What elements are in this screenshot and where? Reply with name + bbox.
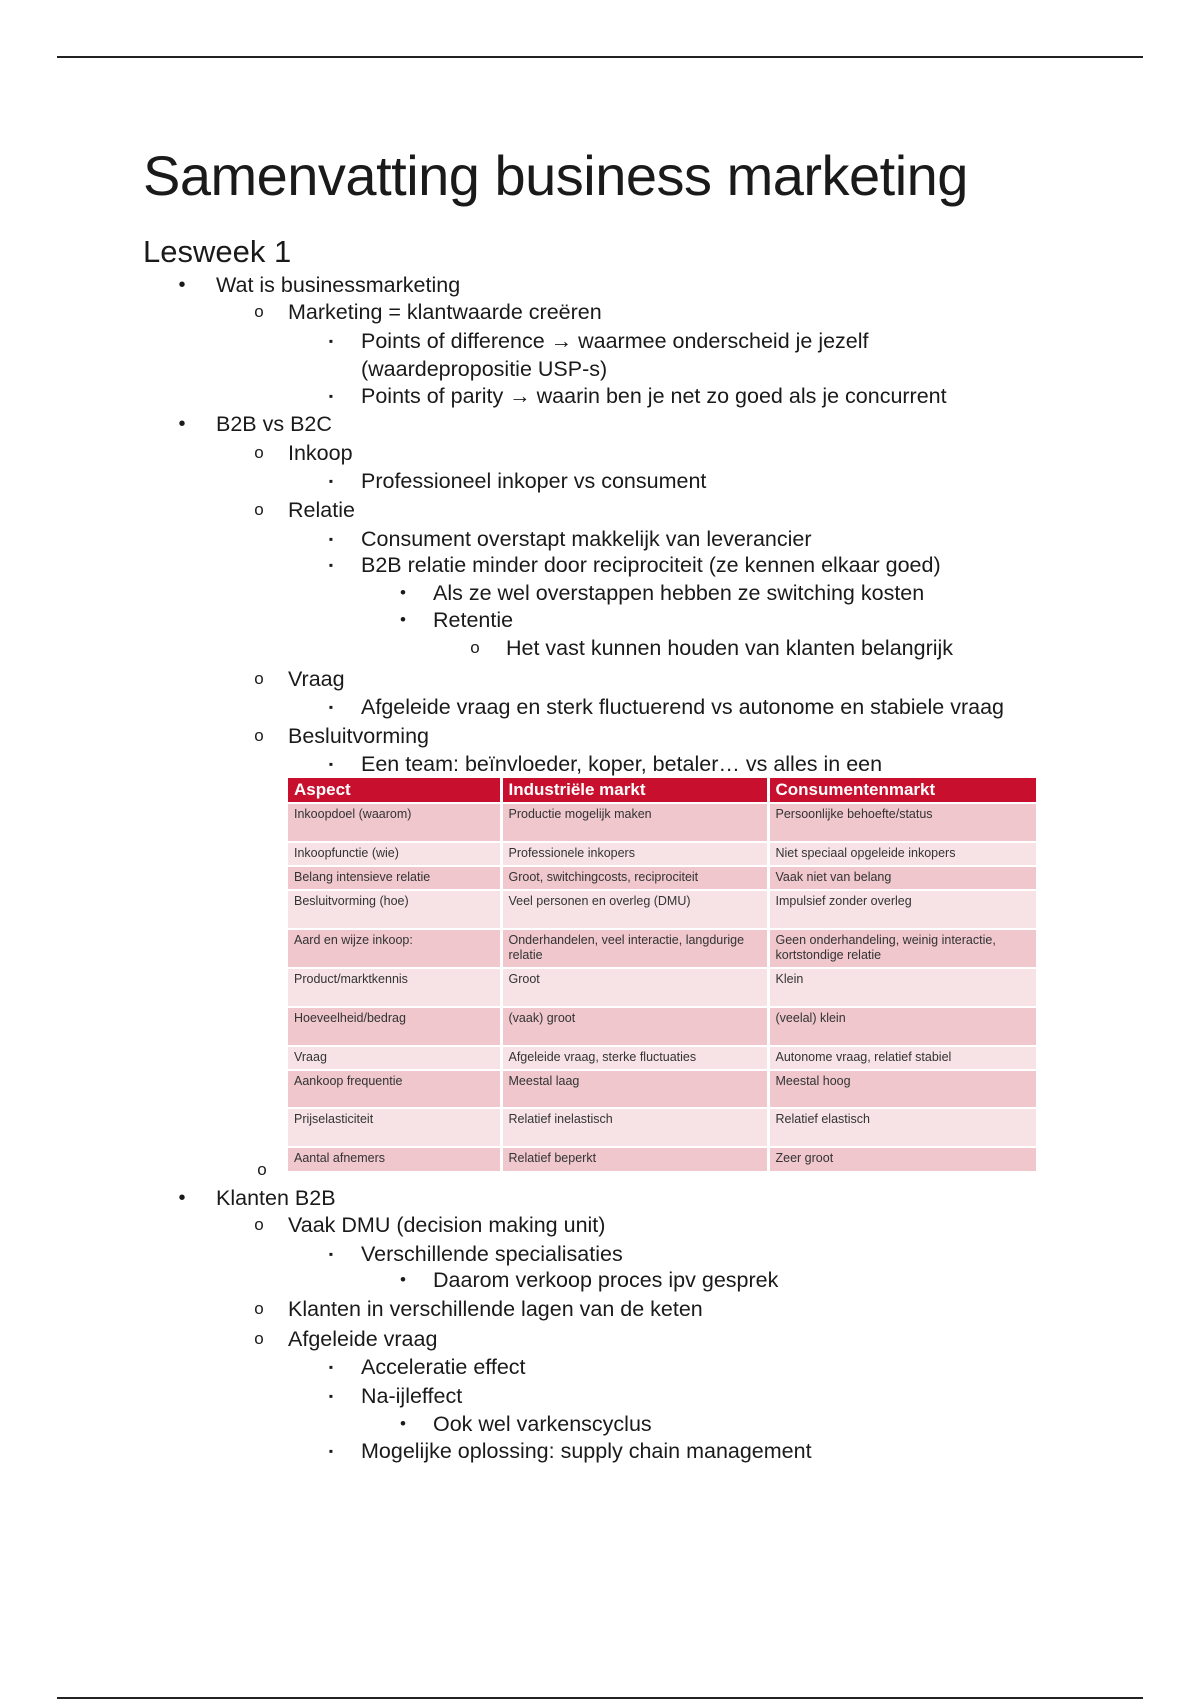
- list-bullet: o: [254, 500, 264, 519]
- outline-text: Daarom verkoop proces ipv gesprek: [433, 1268, 779, 1292]
- list-bullet: o: [254, 1215, 264, 1234]
- table-cell: Groot: [501, 968, 768, 1007]
- table-cell: Niet speciaal opgeleide inkopers: [768, 842, 1036, 866]
- comparison-table: [288, 778, 1036, 1171]
- list-bullet: o: [254, 1329, 264, 1348]
- outline-text: Wat is businessmarketing: [216, 273, 461, 297]
- table-cell: Meestal hoog: [768, 1070, 1036, 1108]
- table-cell: Zeer groot: [768, 1147, 1036, 1171]
- list-bullet: o: [254, 726, 264, 745]
- table-cell: Aantal afnemers: [288, 1147, 501, 1171]
- list-bullet: •: [178, 274, 186, 296]
- outline-text: Relatie: [288, 498, 355, 522]
- table-row: [288, 842, 1036, 866]
- list-bullet: ▪: [328, 1360, 334, 1374]
- list-bullet: ▪: [328, 1389, 334, 1403]
- table-cell: Klein: [768, 968, 1036, 1007]
- table-row: [288, 1108, 1036, 1147]
- table-cell: Productie mogelijk maken: [501, 803, 768, 842]
- outline-text: Mogelijke oplossing: supply chain management: [361, 1439, 812, 1463]
- list-bullet: •: [178, 1187, 186, 1209]
- table-cell: Relatief inelastisch: [501, 1108, 768, 1147]
- table-row: [288, 1046, 1036, 1070]
- table-cell: Vaak niet van belang: [768, 866, 1036, 890]
- list-bullet: •: [400, 1270, 406, 1289]
- table-cell: Vraag: [288, 1046, 501, 1070]
- table-cell: Aankoop frequentie: [288, 1070, 501, 1108]
- table-cell: Onderhandelen, veel interactie, langdurige relatie: [501, 929, 768, 968]
- bottom-rule: [57, 1697, 1143, 1699]
- list-bullet: o: [254, 1299, 264, 1318]
- table-row: [288, 890, 1036, 929]
- document-title: Samenvatting business marketing: [143, 144, 968, 207]
- table-row: [288, 968, 1036, 1007]
- list-bullet: o: [254, 669, 264, 688]
- outline-text: Na-ijleffect: [361, 1384, 463, 1408]
- table-cell: Aard en wijze inkoop:: [288, 929, 501, 968]
- table-cell: Persoonlijke behoefte/status: [768, 803, 1036, 842]
- table-row: [288, 929, 1036, 968]
- outline-text: Retentie: [433, 608, 514, 632]
- table-cell: Geen onderhandeling, weinig interactie, kortstondige relatie: [768, 929, 1036, 968]
- table-cell: Besluitvorming (hoe): [288, 890, 501, 929]
- table-cell: Veel personen en overleg (DMU): [501, 890, 768, 929]
- list-bullet: o: [254, 302, 264, 321]
- outline-text: Professioneel inkoper vs consument: [361, 469, 707, 493]
- outline-text: Als ze wel overstappen hebben ze switching kosten: [433, 581, 925, 605]
- outline-text: B2B vs B2C: [216, 412, 332, 436]
- outline-text: Marketing = klantwaarde creëren: [288, 300, 602, 324]
- outline-text: Het vast kunnen houden van klanten belangrijk: [506, 636, 954, 660]
- outline-text: Klanten in verschillende lagen van de keten: [288, 1297, 703, 1321]
- list-bullet: o: [254, 443, 264, 462]
- list-bullet: ▪: [328, 757, 334, 771]
- table-row: [288, 1007, 1036, 1046]
- list-bullet: ▪: [328, 334, 334, 348]
- outline-text: Points of difference → waarmee onderscheid je jezelf: [361, 329, 869, 353]
- table-cell: (veelal) klein: [768, 1007, 1036, 1046]
- table-body: [288, 803, 1036, 1171]
- outline-text: Vaak DMU (decision making unit): [288, 1213, 606, 1237]
- table-cell: Product/marktkennis: [288, 968, 501, 1007]
- table-cell: Impulsief zonder overleg: [768, 890, 1036, 929]
- table-cell: Relatief beperkt: [501, 1147, 768, 1171]
- list-bullet: •: [400, 610, 406, 629]
- outline-text: Besluitvorming: [288, 724, 429, 748]
- outline-text: Points of parity → waarin ben je net zo goed als je concurrent: [361, 384, 947, 408]
- table-header-cell: Aspect: [288, 778, 501, 803]
- outline-text: Acceleratie effect: [361, 1355, 526, 1379]
- table-row: [288, 803, 1036, 842]
- table-cell: Inkoopfunctie (wie): [288, 842, 501, 866]
- table-cell: Meestal laag: [501, 1070, 768, 1108]
- list-bullet: ▪: [328, 700, 334, 714]
- outline-text: Vraag: [288, 667, 345, 691]
- table-header-cell: Consumentenmarkt: [768, 778, 1036, 803]
- list-bullet: ▪: [328, 558, 334, 572]
- top-rule: [57, 56, 1143, 58]
- table-row: [288, 1147, 1036, 1171]
- table-cell: Inkoopdoel (waarom): [288, 803, 501, 842]
- table-cell: Prijselasticiteit: [288, 1108, 501, 1147]
- table-cell: Professionele inkopers: [501, 842, 768, 866]
- list-bullet: o: [470, 638, 480, 657]
- outline-text: Afgeleide vraag en sterk fluctuerend vs autonome en stabiele vraag: [361, 695, 1005, 719]
- table-cell: (vaak) groot: [501, 1007, 768, 1046]
- table-header-row: [288, 778, 1036, 803]
- table-cell: Relatief elastisch: [768, 1108, 1036, 1147]
- outline-text: Afgeleide vraag: [288, 1327, 438, 1351]
- list-bullet: ▪: [328, 532, 334, 546]
- outline-text: Verschillende specialisaties: [361, 1242, 623, 1266]
- table-row: [288, 1070, 1036, 1108]
- table-cell: Autonome vraag, relatief stabiel: [768, 1046, 1036, 1070]
- list-bullet: ▪: [328, 474, 334, 488]
- outline-text: Klanten B2B: [216, 1186, 336, 1210]
- list-bullet: ▪: [328, 389, 334, 403]
- list-bullet: •: [400, 583, 406, 602]
- table-cell: Afgeleide vraag, sterke fluctuaties: [501, 1046, 768, 1070]
- outline-text: Inkoop: [288, 441, 353, 465]
- table-cell: Hoeveelheid/bedrag: [288, 1007, 501, 1046]
- outline-text: Ook wel varkenscyclus: [433, 1412, 652, 1436]
- list-bullet: ▪: [328, 1444, 334, 1458]
- table-cell: Belang intensieve relatie: [288, 866, 501, 890]
- outline-text: (waardepropositie USP-s): [361, 357, 608, 381]
- list-bullet: ▪: [328, 1247, 334, 1261]
- outline-text: Een team: beïnvloeder, koper, betaler… vs alles in een: [361, 752, 883, 776]
- list-bullet: •: [178, 413, 186, 435]
- table-header-cell: Industriële markt: [501, 778, 768, 803]
- outline-text: B2B relatie minder door reciprociteit (ze kennen elkaar goed): [361, 553, 941, 577]
- outline-text: Consument overstapt makkelijk van leverancier: [361, 527, 812, 551]
- table-cell: Groot, switchingcosts, reciprociteit: [501, 866, 768, 890]
- table-row: [288, 866, 1036, 890]
- section-heading: Lesweek 1: [143, 234, 292, 269]
- list-bullet: •: [400, 1414, 406, 1433]
